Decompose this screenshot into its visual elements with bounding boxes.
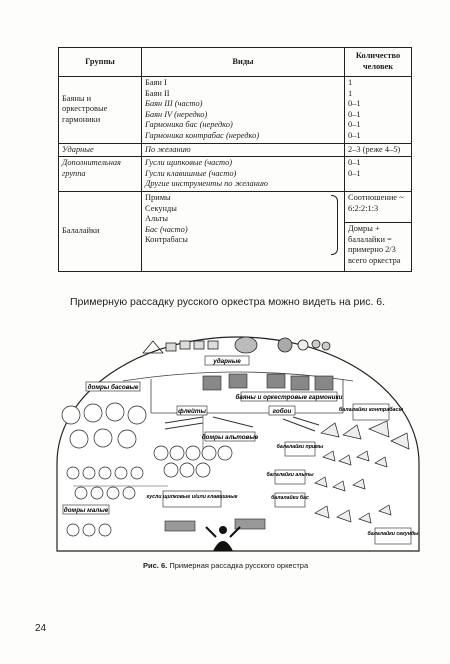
label-bal-prima: балалайки примы [276, 444, 324, 450]
count-item: 0–1 [348, 130, 361, 140]
orchestra-seating-diagram [53, 323, 423, 555]
label-domra-bass: домры басовые [87, 384, 139, 391]
label-bal-alto: балалайки альты [266, 472, 314, 478]
table-header-row [59, 48, 412, 77]
label-bal-second: балалайки секунды [367, 531, 419, 537]
count-cell [345, 77, 412, 144]
count-item: 2–3 (реже 4–5) [348, 144, 401, 154]
count-item: 1 [348, 88, 353, 98]
table-row [59, 143, 412, 157]
label-flutes: флейты [178, 408, 206, 415]
kinds-cell [142, 157, 345, 192]
orchestra-groups-table [58, 47, 412, 272]
table-row [59, 191, 412, 271]
group-cell: Ударные [59, 143, 142, 157]
label-percussion: ударные [213, 358, 241, 365]
group-cell: Балалайки [59, 191, 142, 271]
count-cell [345, 143, 412, 157]
intro-paragraph: Примерную рассадку русского оркестра можно видеть на рис. 6. [70, 296, 386, 308]
header-groups: Группы [59, 48, 142, 77]
count-item: 0–1 [348, 109, 361, 119]
table-row [59, 157, 412, 192]
kind-item: Баян IV (нередко) [145, 109, 208, 119]
kind-item: Секунды [145, 203, 177, 213]
label-bal-bass: балалайки бас [271, 495, 309, 501]
kind-item: Другие инструменты по желанию [145, 179, 268, 189]
count-item: 0–1 [348, 120, 361, 130]
label-oboes: гобои [272, 408, 292, 415]
count-item: 0–1 [348, 168, 361, 178]
curly-brace [331, 195, 338, 255]
kind-item: Баян II [145, 88, 170, 98]
kind-item: Гармоника контрабас (нередко) [145, 130, 260, 140]
count-cell [345, 157, 412, 192]
table-row [59, 77, 412, 144]
kind-item: Гусли клавишные (часто) [145, 168, 237, 178]
kind-item: Баян I [145, 78, 167, 87]
figure-caption-number: Рис. 6. [143, 561, 168, 570]
count-item: 0–1 [348, 158, 361, 168]
share-note: Домры + балалайки = примерно 2/3 всего оркестра [348, 223, 401, 265]
kinds-cell [142, 143, 345, 157]
kinds-cell [142, 77, 345, 144]
count-cell [345, 191, 412, 271]
label-domra-small: домры малые [63, 507, 109, 514]
kind-item: Баян III (часто) [145, 99, 203, 109]
kinds-cell [142, 191, 345, 271]
header-kinds: Виды [142, 48, 345, 77]
group-cell: Дополнительная группа [59, 157, 142, 192]
label-bayans: баяны и оркестровые гармоники [235, 394, 343, 401]
figure-caption-text: Примерная рассадка русского оркестра [169, 561, 309, 570]
page-number: 24 [35, 623, 47, 634]
count-item: 1 [348, 78, 353, 87]
kind-item: Примы [145, 192, 171, 202]
label-bal-contrabass: балалайки контрабасы [338, 407, 404, 413]
group-cell: Баяны и оркестровые гармоники [59, 77, 142, 144]
kind-item: Гусли щипковые (часто) [145, 158, 233, 168]
header-count: Количество человек [345, 48, 412, 77]
kind-item: Альты [145, 214, 169, 224]
kind-item: Бас (часто) [145, 224, 188, 234]
kind-item: По желанию [145, 144, 191, 154]
ratio-note: Соотношение ~ 6:2:2:1:3 [345, 192, 411, 223]
kind-item: Гармоника бас (нередко) [145, 120, 233, 130]
figure-caption [143, 561, 308, 570]
kind-item: Контрабасы [145, 235, 188, 245]
count-item: 0–1 [348, 99, 361, 109]
label-gusli: гусли щипковые и/или клавишные [146, 494, 238, 500]
label-domra-alto: домры альтовые [201, 434, 259, 441]
